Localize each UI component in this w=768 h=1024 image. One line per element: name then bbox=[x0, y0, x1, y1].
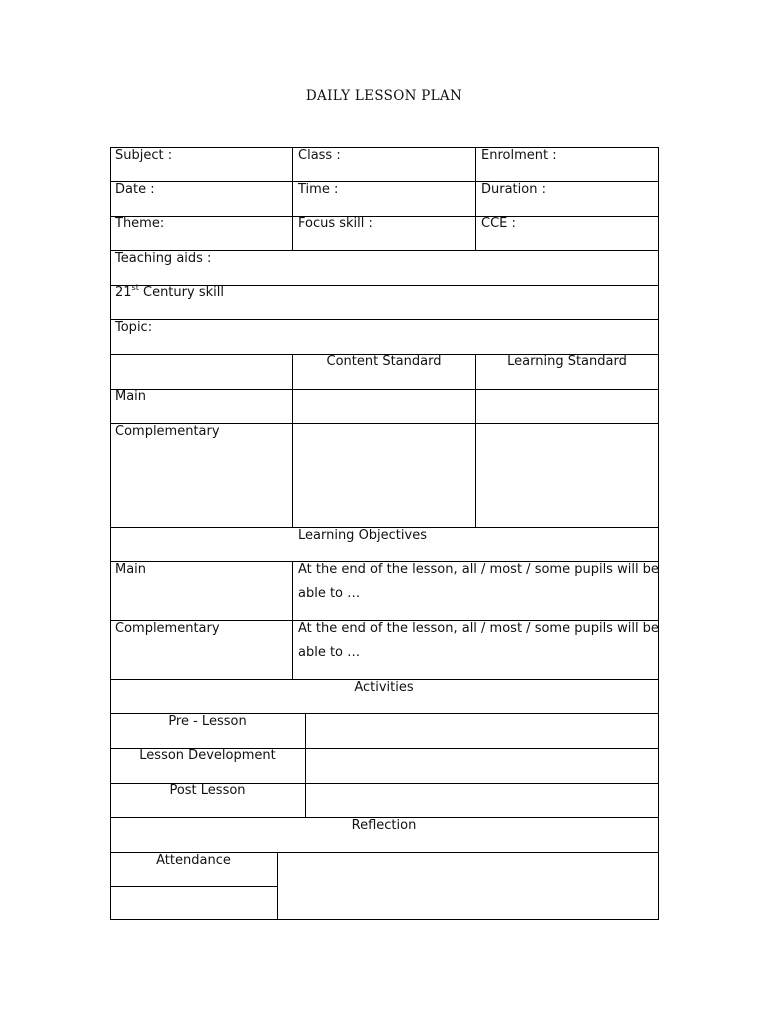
standards-complementary-label: Complementary bbox=[115, 424, 220, 439]
row-divider bbox=[110, 181, 659, 182]
column-divider bbox=[277, 852, 278, 920]
learning-objectives-header: Learning Objectives bbox=[298, 528, 427, 543]
duration-label: Duration : bbox=[481, 182, 546, 197]
column-divider bbox=[475, 147, 476, 251]
row-divider bbox=[110, 886, 277, 887]
column-divider bbox=[292, 147, 293, 251]
lesson-plan-table bbox=[110, 147, 658, 920]
focus-skill-label: Focus skill : bbox=[298, 216, 373, 231]
table-border-left bbox=[110, 147, 111, 920]
objectives-complementary-text-line1: At the end of the lesson, all / most / some pupils will be bbox=[298, 621, 659, 636]
document-title: DAILY LESSON PLAN bbox=[305, 88, 463, 104]
objectives-main-text-line2: able to … bbox=[298, 586, 361, 601]
date-label: Date : bbox=[115, 182, 155, 197]
row-divider bbox=[110, 319, 659, 320]
column-divider bbox=[292, 354, 293, 528]
lesson-development-label: Lesson Development bbox=[139, 748, 276, 763]
teaching-aids-label: Teaching aids : bbox=[115, 251, 212, 266]
standards-main-label: Main bbox=[115, 389, 147, 404]
objectives-main-text-line1: At the end of the lesson, all / most / some pupils will be bbox=[298, 562, 659, 577]
reflection-header: Reflection bbox=[351, 818, 417, 833]
objectives-complementary-text-line2: able to … bbox=[298, 645, 361, 660]
century-skill-number: 21 bbox=[115, 285, 132, 300]
cce-label: CCE : bbox=[481, 216, 516, 231]
pre-lesson-label: Pre - Lesson bbox=[168, 714, 247, 729]
century-skill-label bbox=[115, 281, 224, 305]
enrolment-label: Enrolment : bbox=[481, 148, 557, 163]
subject-label: Subject : bbox=[115, 148, 173, 163]
post-lesson-label: Post Lesson bbox=[169, 783, 246, 798]
row-divider bbox=[110, 216, 659, 217]
attendance-label: Attendance bbox=[156, 853, 231, 868]
column-divider bbox=[305, 713, 306, 818]
objectives-main-label: Main bbox=[115, 562, 147, 577]
time-label: Time : bbox=[298, 182, 339, 197]
century-skill-text: Century skill bbox=[138, 285, 224, 300]
content-standard-header: Content Standard bbox=[326, 354, 442, 369]
row-divider bbox=[110, 389, 659, 390]
class-label: Class : bbox=[298, 148, 341, 163]
table-border-top bbox=[110, 147, 659, 148]
activities-header: Activities bbox=[354, 680, 414, 695]
learning-standard-header: Learning Standard bbox=[507, 354, 627, 369]
column-divider bbox=[475, 354, 476, 528]
theme-label: Theme: bbox=[115, 216, 165, 231]
table-border-bottom bbox=[110, 919, 659, 920]
column-divider bbox=[292, 561, 293, 680]
table-border-right bbox=[658, 147, 659, 920]
topic-label: Topic: bbox=[115, 320, 153, 335]
objectives-complementary-label: Complementary bbox=[115, 621, 220, 636]
century-skill-ordinal: st bbox=[131, 282, 139, 292]
